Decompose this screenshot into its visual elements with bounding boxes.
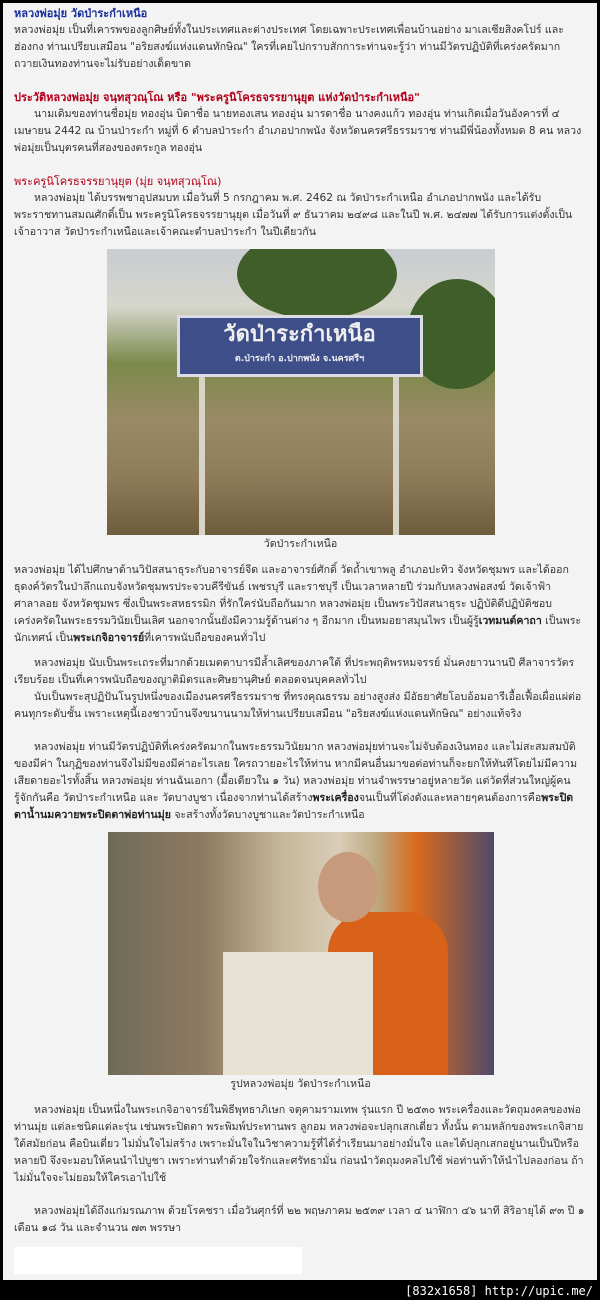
article	[3, 3, 597, 1280]
death-paragraph: หลวงพ่อมุ่ยได้ถึงแก่มรณภาพ ด้วยโรคชรา เมื่อวันศุกร์ที่ ๒๒ พฤษภาคม ๒๕๓๙ เวลา ๔ นาฬิกา ๔๖ นาที สิริอายุได้ ๙๓ ปี ๑ เดือน ๑๘ วัน และจำนวน ๗๓ พรรษา	[14, 1205, 585, 1234]
ordination-paragraph: หลวงพ่อมุ่ย ได้บรรพชาอุปสมบท เมื่อวันที่ 5 กรกฎาคม พ.ศ. 2462 ณ วัดป่าระกำเหนือ อำเภอปากพนัง และได้รับพระราชทานสมณศักดิ์เป็น พระครูนิโครธจรรยานุยุต เมื่อวันที่ ๙ ธันวาคม ๒๔๙๘ และในปี พ.ศ. ๒๔๗๗ ได้รับการแต่งตั้งเป็นเจ้าอาวาส วัดป่าระกำเหนือและเจ้าคณะตำบลป่าระกำ ในปีเดียวกัน	[14, 192, 573, 238]
history-heading: ประวัติหลวงพ่อมุ่ย จนฺทสุวณฺโณ หรือ "พระครูนิโครธจรรยานุยุต แห่งวัดป่าระกำเหนือ"	[14, 91, 420, 104]
temple-sign	[177, 315, 423, 377]
intro-paragraph: หลวงพ่อมุ่ย เป็นที่เคารพของลูกศิษย์ทั้งในประเทศและต่างประเทศ โดยเฉพาะประเทศเพื่อนบ้านอย่าง มาเลเซียสิงคโปร์ และฮ่องกง ท่านเปรียบเสมือน "อริยสงฆ์แห่งแดนทักษิณ" ใครที่เคยไปกราบสักการะท่านจะรู้ว่า ท่านมีวัตรปฏิบัติที่เคร่งครัดมาก ถวายเงินทองท่านจะไม่รับอย่างเด็ดขาด	[14, 24, 564, 70]
sign-text: วัดป่าระกำเหนือ	[223, 322, 376, 347]
photo-caption: วัดป่าระกำเหนือ	[263, 538, 338, 550]
amulet-paragraph: หลวงพ่อมุ่ย เป็นหนึ่งในพระเกจิอาจารย์ในพิธีพุทธาภิเษก จตุคามรามเทพ รุ่นแรก ปี ๒๕๓๐ พระเครื่องและวัตถุมงคลของพ่อท่านมุ่ย แต่ละชนิดแต่ละรุ่น เช่นพระปิดตา พระพิมพ์ประทานพร ลูกอม หลวงพ่อจะปลุกเสกเดี่ยว ทั้งนั้น ตามหลักของพระเกจิสายใต้สมัยก่อน คือบินเดี่ยว ไม่มั่นใจไม่สร้าง เพราะมั่นใจในวิชาความรู้ที่ได้ร่ำเรียนมาอย่างมั่นใจ และได้ปลุกเสกอยู่นานเป็นปีหรือหลายปี จึงจะมอบให้คนนำไปบูชา เพราะท่านทำด้วยใจรักและศรัทธามั่น ก่อนนำวัตถุมงคลไปใช้ พ่อท่านท้าให้นำไปลองก่อน ถ้าไม่มั่นใจจะไม่ยอมให้ใครเอาไปใช้	[14, 1104, 584, 1184]
temple-sign-photo	[107, 249, 495, 535]
history-paragraph: นามเดิมของท่านชื่อมุ่ย ทองอุ่น บิดาชื่อ นายทองเสน ทองอุ่น มารดาชื่อ นางคงแก้ว ทองอุ่น ท่านเกิดเมื่อวันอังคารที่ ๔ เมษายน 2442 ณ บ้านป่าระกำ หมู่ที่ 6 ตำบลป่าระกำ อำเภอปากพนัง จังหวัดนครศรีธรรมราช ท่านมีพี่น้องทั้งหมด 8 คน หลวงพ่อมุ่ยเป็นบุตรคนที่สองของตระกูล ทองอุ่น	[14, 108, 582, 154]
title-heading: พระครูนิโครธจรรยานุยุต (มุ่ย จนฺทสุวณฺโณ)	[14, 175, 222, 188]
reputation-paragraph: นับเป็นพระสุปฏิปันโนรูปหนึ่งของเมืองนครศรีธรรมราช ที่ทรงคุณธรรม อย่างสูงส่ง มีอัธยาศัยโอบอ้อมอารีเอื้อเฟื้อเผื่อแผ่ต่อคนทุกระดับชั้น เพราะเหตุนี้เองชาวบ้านจึงขนานนามให้ท่านเปรียบเสมือน "อริยสงฆ์แห่งแดนทักษิณ" อย่างแท้จริง	[14, 691, 582, 720]
study-paragraph: หลวงพ่อมุ่ย ได้ไปศึกษาด้านวิปัสสนาธุระกับอาจารย์จีด และอาจารย์ศักดิ์ วัดถ้ำเขาพลู อำเภอปะทิว จังหวัดชุมพร และได้ออกธุดงค์วัตรในป่าลึกแถบจังหวัดชุมพรประจวบคีรีขันธ์ เพชรบุรี และราชบุรี เป็นเวลาหลายปี ร่วมกับหลวงพ่อสงฆ์ วัดเจ้าฟ้าศาลาลอย จังหวัดชุมพร ซึ่งเป็นพระสหธรรมิก ที่รักใคร่นับถือกันมาก หลวงพ่อมุ่ย เป็นพระวิปัสสนาธุระ ปฏิบัติดีปฏิบัติชอบ เคร่งครัดในพระธรรมวินัยเป็นเลิศ นอกจากนั้นยังมีความรู้ด้านต่าง ๆ อีกมาก เป็นหมอยาสมุนไพร เป็นผู้รู้เวทมนต์คาถา เป็นพระนักเทศน์ เป็นพระเกจิอาจารย์ที่เคารพนับถือของคนทั่วไป	[14, 564, 582, 644]
virtue-paragraph: หลวงพ่อมุ่ย นับเป็นพระเถระที่มากด้วยเมตตาบารมีล้ำเลิศของภาคใต้ ที่ประพฤติพรหมจรรย์ มั่นคงยาวนานปี ศีลาจารวัตรเรียบร้อย เป็นที่เคารพนับถือของญาติมิตรและศิษยานุศิษย์ ตลอดจนบุคคลทั่วไป	[14, 657, 575, 686]
page-title: หลวงพ่อมุ่ย วัดป่าระกำเหนือ	[14, 7, 148, 20]
monk-head	[318, 852, 378, 922]
sign-subtext: ต.ป่าระกำ อ.ปากพนัง จ.นครศรีฯ	[234, 354, 365, 364]
photo-caption: รูปหลวงพ่อมุ่ย วัดป่าระกำเหนือ	[230, 1078, 371, 1090]
watermark-bar	[3, 1280, 597, 1299]
sign-post	[199, 377, 205, 535]
palm-tree	[237, 249, 397, 319]
watermark: [832x1658] http://upic.me/	[405, 1284, 593, 1298]
blank-box	[14, 1247, 302, 1274]
practice-paragraph: หลวงพ่อมุ่ย ท่านมีวัตรปฏิบัติที่เคร่งครัดมากในพระธรรมวินัยมาก หลวงพ่อมุ่ยท่านจะไม่จับต้องเงินทอง และไม่สะสมสมบัติของมีค่า ในกุฏิของท่านจึงไม่มีของมีค่าอะไรเลย ใครถวายอะไรให้ท่าน หากมีคนอื่นมาขอต่อท่านก็จะยกให้ทันทีโดยไม่มีความเสียดายอะไรทั้งสิ้น หลวงพ่อมุ่ย ท่านฉันเอกา (มื้อเดียวใน ๑ วัน) หลวงพ่อมุ่ย ท่านจำพรรษาอยู่หลายวัด แต่วัดที่ส่วนใหญ่ผู้คนรู้จักกันคือ วัดป่าระกำเหนือ และ วัดบางบูชา เนื่องจากท่านได้สร้างพระเครื่องจนเป็นที่โด่งดังและหลายๆคนต้องการคือพระปิดตาน้ำนมควายพระปิดตาพ่อท่านมุ่ย จะสร้างทั้งวัดบางบูชาและวัดป่าระกำเหนือ	[14, 741, 578, 821]
offerings	[223, 952, 373, 1075]
monk-photo	[108, 832, 494, 1075]
sign-post	[393, 377, 399, 535]
